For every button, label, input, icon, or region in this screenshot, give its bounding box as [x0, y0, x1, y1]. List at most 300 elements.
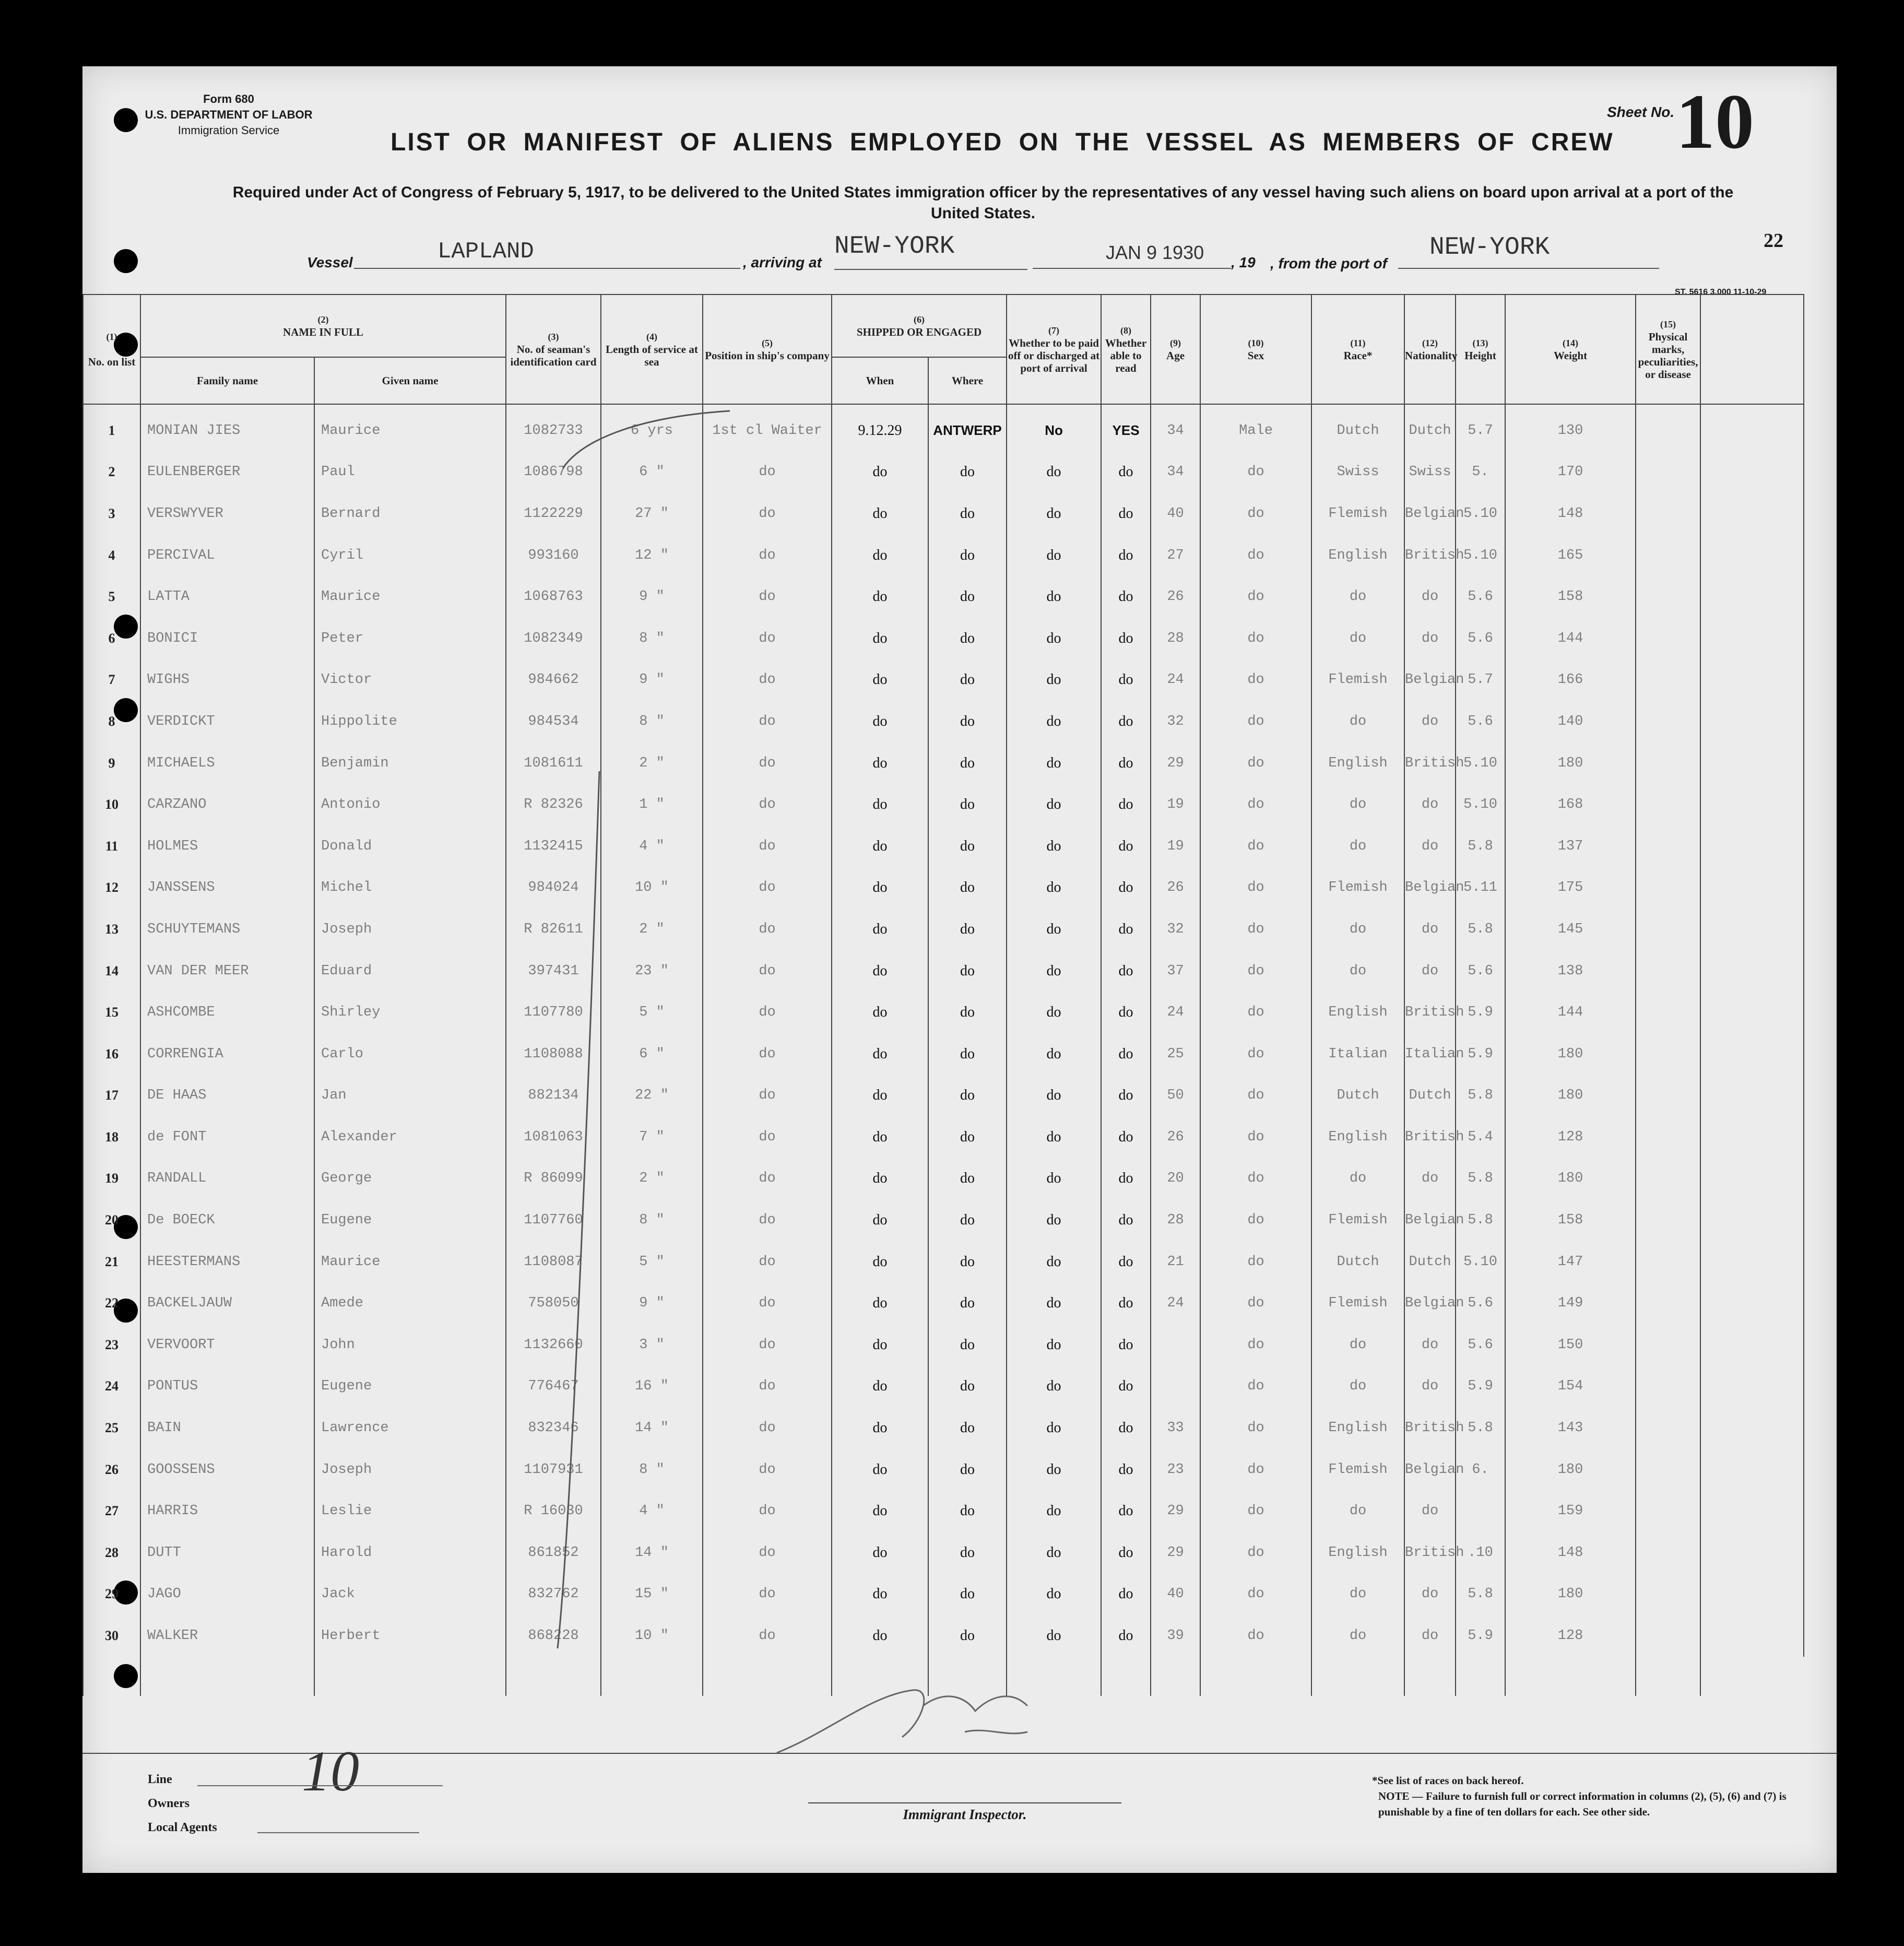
shipped-where: do [928, 452, 1007, 493]
paid-off: No [1007, 404, 1101, 452]
age: 24 [1151, 1282, 1200, 1324]
id-card-number: 861852 [506, 1532, 601, 1574]
blank-cell [1700, 825, 1804, 867]
service-length: 12 " [601, 535, 703, 576]
position: do [703, 535, 832, 576]
height: 5.6 [1456, 1324, 1505, 1366]
blank-cell [1700, 701, 1804, 742]
service-length: 5 " [601, 1241, 703, 1283]
given-name: George [314, 1158, 506, 1200]
table-row [83, 535, 1804, 576]
row-number: 30 [83, 1615, 140, 1657]
position: do [703, 1366, 832, 1408]
row-number: 8 [83, 701, 140, 742]
blank-cell [1700, 950, 1804, 992]
height: 5.6 [1456, 701, 1505, 742]
height: 5.10 [1456, 784, 1505, 825]
family-name: SCHUYTEMANS [140, 909, 314, 950]
physical-marks [1636, 1241, 1700, 1283]
service-length: 3 " [601, 1324, 703, 1366]
shipped-when: do [832, 742, 928, 784]
id-card-number: 868228 [506, 1615, 601, 1657]
paid-off: do [1007, 1366, 1101, 1408]
blank-cell [1700, 1532, 1804, 1574]
shipped-when: do [832, 1366, 928, 1408]
table-row [83, 1282, 1804, 1324]
family-name: WALKER [140, 1615, 314, 1657]
shipped-when: do [832, 1574, 928, 1615]
paid-off: do [1007, 1449, 1101, 1491]
race: do [1311, 784, 1404, 825]
height: 5.9 [1456, 992, 1505, 1033]
nationality: do [1404, 576, 1456, 618]
able-to-read: do [1101, 1490, 1151, 1532]
sex: do [1200, 493, 1311, 535]
col-blank-header [1700, 294, 1804, 404]
table-row [83, 1574, 1804, 1615]
family-name: PONTUS [140, 1366, 314, 1408]
position: do [703, 1158, 832, 1200]
blank-cell [1700, 1116, 1804, 1158]
height [1456, 1490, 1505, 1532]
id-card-number: 1081611 [506, 742, 601, 784]
row-number: 13 [83, 909, 140, 950]
blank-cell [1700, 1075, 1804, 1117]
table-row [83, 1033, 1804, 1075]
shipped-when: do [832, 1449, 928, 1491]
col-family-header: Family name [140, 357, 314, 404]
shipped-when: do [832, 1407, 928, 1449]
shipped-where: do [928, 1532, 1007, 1574]
weight: 128 [1505, 1116, 1636, 1158]
table-row [83, 659, 1804, 701]
race: English [1311, 1116, 1404, 1158]
blank-cell [1700, 867, 1804, 909]
weight: 149 [1505, 1282, 1636, 1324]
able-to-read: do [1101, 825, 1151, 867]
age: 33 [1151, 1407, 1200, 1449]
age: 19 [1151, 784, 1200, 825]
row-number: 19 [83, 1158, 140, 1200]
race: do [1311, 1615, 1404, 1657]
crew-rows [83, 404, 1804, 1696]
weight: 166 [1505, 659, 1636, 701]
row-number: 1 [83, 404, 140, 452]
family-name: JAGO [140, 1574, 314, 1615]
service-length: 8 " [601, 701, 703, 742]
race: Flemish [1311, 1199, 1404, 1241]
col-no-header: (1) No. on list [83, 294, 140, 404]
sex: do [1200, 1490, 1311, 1532]
shipped-where: do [928, 867, 1007, 909]
able-to-read: do [1101, 1116, 1151, 1158]
owners-label: Owners [148, 1797, 190, 1810]
weight: 130 [1505, 404, 1636, 452]
filler-cell [140, 1657, 314, 1696]
id-card-number: 882134 [506, 1075, 601, 1117]
col-nationality-header: (12) Nationality [1404, 294, 1456, 404]
shipped-where: do [928, 1282, 1007, 1324]
position: do [703, 1574, 832, 1615]
race: do [1311, 701, 1404, 742]
id-card-number: R 82611 [506, 909, 601, 950]
row-number: 16 [83, 1033, 140, 1075]
filler-cell [1101, 1657, 1151, 1696]
family-name: PERCIVAL [140, 535, 314, 576]
sex: do [1200, 1199, 1311, 1241]
weight: 154 [1505, 1366, 1636, 1408]
given-name: Antonio [314, 784, 506, 825]
age: 50 [1151, 1075, 1200, 1117]
punch-hole [114, 108, 138, 132]
age: 29 [1151, 1490, 1200, 1532]
col-race-header: (11) Race* [1311, 294, 1404, 404]
height: 5.7 [1456, 404, 1505, 452]
position: do [703, 701, 832, 742]
physical-marks [1636, 742, 1700, 784]
id-card-number: 1082349 [506, 618, 601, 659]
row-number: 24 [83, 1366, 140, 1408]
row-number: 14 [83, 950, 140, 992]
position: do [703, 784, 832, 825]
row-number: 27 [83, 1490, 140, 1532]
shipped-when: do [832, 452, 928, 493]
nationality: Italian [1404, 1033, 1456, 1075]
filler-cell [83, 1657, 140, 1696]
weight: 147 [1505, 1241, 1636, 1283]
shipped-where: do [928, 992, 1007, 1033]
family-name: VAN DER MEER [140, 950, 314, 992]
physical-marks [1636, 1158, 1700, 1200]
weight: 140 [1505, 701, 1636, 742]
nationality: do [1404, 1366, 1456, 1408]
family-name: GOOSSENS [140, 1449, 314, 1491]
nationality: do [1404, 825, 1456, 867]
family-name: CARZANO [140, 784, 314, 825]
shipped-where: do [928, 825, 1007, 867]
service-name: Immigration Service [178, 124, 280, 137]
age: 40 [1151, 1574, 1200, 1615]
position: do [703, 576, 832, 618]
table-row [83, 1490, 1804, 1532]
id-card-number: 832346 [506, 1407, 601, 1449]
service-length: 8 " [601, 618, 703, 659]
weight: 175 [1505, 867, 1636, 909]
filler-cell [1636, 1657, 1700, 1696]
family-name: BONICI [140, 618, 314, 659]
shipped-when: do [832, 1490, 928, 1532]
able-to-read: do [1101, 452, 1151, 493]
family-name: BACKELJAUW [140, 1282, 314, 1324]
height: 5.9 [1456, 1366, 1505, 1408]
given-name: Shirley [314, 992, 506, 1033]
able-to-read: do [1101, 742, 1151, 784]
family-name: MICHAELS [140, 742, 314, 784]
service-length: 2 " [601, 1158, 703, 1200]
row-number: 22 [83, 1282, 140, 1324]
physical-marks [1636, 576, 1700, 618]
paid-off: do [1007, 535, 1101, 576]
id-card-number: 397431 [506, 950, 601, 992]
age: 20 [1151, 1158, 1200, 1200]
age: 27 [1151, 535, 1200, 576]
able-to-read: do [1101, 1324, 1151, 1366]
able-to-read: do [1101, 1615, 1151, 1657]
position: do [703, 1449, 832, 1491]
sex: do [1200, 452, 1311, 493]
service-length: 27 " [601, 493, 703, 535]
page-title: LIST OR MANIFEST OF ALIENS EMPLOYED ON THE VESSEL AS MEMBERS OF CREW [391, 128, 1614, 156]
sex: do [1200, 535, 1311, 576]
given-name: Benjamin [314, 742, 506, 784]
nationality: do [1404, 1158, 1456, 1200]
service-length: 4 " [601, 1490, 703, 1532]
family-name: DE HAAS [140, 1075, 314, 1117]
given-name: Bernard [314, 493, 506, 535]
able-to-read: do [1101, 1282, 1151, 1324]
id-card-number: 984534 [506, 701, 601, 742]
paid-off: do [1007, 1407, 1101, 1449]
race: Dutch [1311, 1075, 1404, 1117]
weight: 144 [1505, 992, 1636, 1033]
given-name: Cyril [314, 535, 506, 576]
physical-marks [1636, 1574, 1700, 1615]
shipped-when: do [832, 1615, 928, 1657]
able-to-read: do [1101, 618, 1151, 659]
row-number: 7 [83, 659, 140, 701]
shipped-where: do [928, 909, 1007, 950]
shipped-where: do [928, 1490, 1007, 1532]
family-name: RANDALL [140, 1158, 314, 1200]
shipped-where: do [928, 576, 1007, 618]
service-length: 5 " [601, 992, 703, 1033]
position: do [703, 618, 832, 659]
shipped-where: do [928, 1407, 1007, 1449]
form-code: ST. 5616 3.000 11-10-29 [1675, 288, 1767, 297]
physical-marks [1636, 867, 1700, 909]
sex: do [1200, 1574, 1311, 1615]
blank-cell [1700, 784, 1804, 825]
table-row [83, 1407, 1804, 1449]
weight: 180 [1505, 1075, 1636, 1117]
sheet-number-label: Sheet No. [1607, 104, 1675, 120]
sex: do [1200, 1324, 1311, 1366]
able-to-read: do [1101, 909, 1151, 950]
nationality: Belgian [1404, 659, 1456, 701]
blank-cell [1700, 404, 1804, 452]
paid-off: do [1007, 867, 1101, 909]
age: 24 [1151, 659, 1200, 701]
physical-marks [1636, 825, 1700, 867]
able-to-read: do [1101, 535, 1151, 576]
nationality: Dutch [1404, 1241, 1456, 1283]
sex: do [1200, 576, 1311, 618]
col-physical-header: (15) Physical marks, peculiarities, or disease [1636, 294, 1700, 404]
physical-marks [1636, 950, 1700, 992]
position: 1st cl Waiter [703, 404, 832, 452]
race: Dutch [1311, 404, 1404, 452]
weight: 143 [1505, 1407, 1636, 1449]
paid-off: do [1007, 452, 1101, 493]
race: do [1311, 1366, 1404, 1408]
col-position-header: (5) Position in ship's company [703, 294, 832, 404]
blank-cell [1700, 452, 1804, 493]
service-length: 7 " [601, 1116, 703, 1158]
nationality: Belgian [1404, 867, 1456, 909]
id-card-number: 1122229 [506, 493, 601, 535]
paid-off: do [1007, 1282, 1101, 1324]
race: do [1311, 1490, 1404, 1532]
race: English [1311, 1407, 1404, 1449]
race: Flemish [1311, 493, 1404, 535]
race: Flemish [1311, 659, 1404, 701]
id-card-number: 1108087 [506, 1241, 601, 1283]
blank-cell [1700, 1574, 1804, 1615]
age: 40 [1151, 493, 1200, 535]
blank-cell [1700, 1199, 1804, 1241]
height: 5.7 [1456, 659, 1505, 701]
sex: do [1200, 950, 1311, 992]
id-card-number: 1107780 [506, 992, 601, 1033]
family-name: LATTA [140, 576, 314, 618]
given-name: Eugene [314, 1199, 506, 1241]
id-card-number: 1068763 [506, 576, 601, 618]
row-number: 20 [83, 1199, 140, 1241]
weight: 159 [1505, 1490, 1636, 1532]
family-name: VERSWYVER [140, 493, 314, 535]
paid-off: do [1007, 576, 1101, 618]
blank-cell [1700, 1158, 1804, 1200]
family-name: VERVOORT [140, 1324, 314, 1366]
arrival-port: NEW-YORK [834, 232, 1027, 270]
form-number: Form 680 [203, 92, 254, 105]
age: 28 [1151, 618, 1200, 659]
position: do [703, 1407, 832, 1449]
race: Flemish [1311, 1282, 1404, 1324]
shipped-where: do [928, 1241, 1007, 1283]
shipped-when: do [832, 535, 928, 576]
height: 5. [1456, 452, 1505, 493]
given-name: Paul [314, 452, 506, 493]
weight: 168 [1505, 784, 1636, 825]
given-name: Jan [314, 1075, 506, 1117]
paid-off: do [1007, 1075, 1101, 1117]
shipped-when: do [832, 1282, 928, 1324]
shipped-when: do [832, 1532, 928, 1574]
nationality: British [1404, 535, 1456, 576]
service-length: 10 " [601, 1615, 703, 1657]
shipped-when: do [832, 1116, 928, 1158]
given-name: Joseph [314, 1449, 506, 1491]
given-name: Amede [314, 1282, 506, 1324]
shipped-where: do [928, 1158, 1007, 1200]
table-row [83, 784, 1804, 825]
id-card-number: 1082733 [506, 404, 601, 452]
table-row [83, 909, 1804, 950]
height: 5.9 [1456, 1615, 1505, 1657]
position: do [703, 452, 832, 493]
blank-cell [1700, 1449, 1804, 1491]
able-to-read: do [1101, 1449, 1151, 1491]
shipped-when: 9.12.29 [832, 404, 928, 452]
shipped-when: do [832, 1199, 928, 1241]
position: do [703, 992, 832, 1033]
crew-table [82, 294, 1804, 1696]
shipped-where: do [928, 1033, 1007, 1075]
weight: 165 [1505, 535, 1636, 576]
id-card-number: 1081063 [506, 1116, 601, 1158]
table-row [83, 493, 1804, 535]
service-length: 6 " [601, 452, 703, 493]
table-row [83, 701, 1804, 742]
shipped-where: do [928, 784, 1007, 825]
race: do [1311, 1574, 1404, 1615]
shipped-when: do [832, 1324, 928, 1366]
punch-hole [114, 249, 138, 273]
blank-cell [1700, 909, 1804, 950]
table-row [83, 742, 1804, 784]
height: 5.8 [1456, 1199, 1505, 1241]
nationality: do [1404, 1490, 1456, 1532]
department-name: U.S. DEPARTMENT OF LABOR [145, 108, 313, 121]
shipped-where: do [928, 618, 1007, 659]
arrival-date: JAN 9 1930 [1033, 242, 1231, 269]
service-length: 14 " [601, 1532, 703, 1574]
nationality: do [1404, 1324, 1456, 1366]
table-row [83, 1241, 1804, 1283]
table-row [83, 1324, 1804, 1366]
row-number: 17 [83, 1075, 140, 1117]
age: 26 [1151, 867, 1200, 909]
age: 32 [1151, 701, 1200, 742]
row-number: 23 [83, 1324, 140, 1366]
given-name: Leslie [314, 1490, 506, 1532]
filler-cell [1200, 1657, 1311, 1696]
position: do [703, 1033, 832, 1075]
blank-cell [1700, 1033, 1804, 1075]
given-name: Victor [314, 659, 506, 701]
physical-marks [1636, 1366, 1700, 1408]
col-when-header: When [832, 357, 928, 404]
height: 5.8 [1456, 1407, 1505, 1449]
race: English [1311, 992, 1404, 1033]
height: 5.6 [1456, 1282, 1505, 1324]
sheet-number: 10 [1676, 78, 1754, 165]
age: 21 [1151, 1241, 1200, 1283]
position: do [703, 1532, 832, 1574]
col-shipped-header: (6) SHIPPED OR ENGAGED [832, 294, 1007, 357]
sex: do [1200, 1532, 1311, 1574]
footnote [1372, 1773, 1790, 1820]
table-row [83, 1199, 1804, 1241]
physical-marks [1636, 1407, 1700, 1449]
service-length: 23 " [601, 950, 703, 992]
shipped-where: do [928, 742, 1007, 784]
paid-off: do [1007, 659, 1101, 701]
height: 6. [1456, 1449, 1505, 1491]
line-label: Line [148, 1773, 172, 1786]
family-name: EULENBERGER [140, 452, 314, 493]
race: Flemish [1311, 1449, 1404, 1491]
blank-cell [1700, 1282, 1804, 1324]
shipped-where: do [928, 1574, 1007, 1615]
able-to-read: do [1101, 1241, 1151, 1283]
col-paid-header: (7) Whether to be paid off or discharged at port of arrival [1007, 294, 1101, 404]
age: 32 [1151, 909, 1200, 950]
weight: 128 [1505, 1615, 1636, 1657]
col-age-header: (9) Age [1151, 294, 1200, 404]
service-length: 2 " [601, 742, 703, 784]
